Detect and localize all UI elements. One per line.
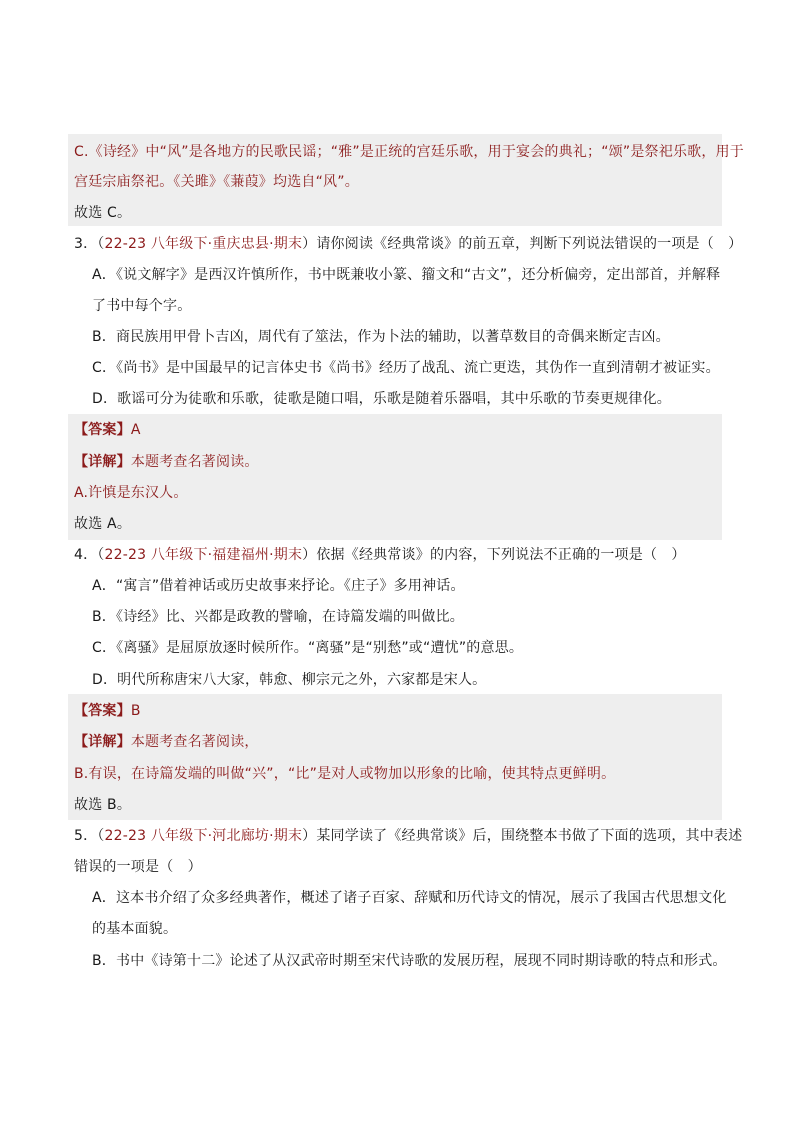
q5-stem-line1: [74, 826, 742, 846]
q3-option-c: C．《尚书》是中国最早的记言体史书《尚书》经历了战乱、流亡更迭，其伪作一直到清朝才被证实。: [92, 360, 720, 376]
q5-option-a-line1: A．这本书介绍了众多经典著作，概述了诸子百家、辞赋和历代诗文的情况，展示了我国古代思想文化: [92, 890, 727, 906]
q3-choose: 故选 A。: [74, 516, 132, 532]
q3-solution-block: [68, 414, 722, 540]
q4-option-a: A．“寓言”借着神话或历史故事来抒论。《庄子》多用神话。: [92, 578, 465, 594]
q4-option-d: D．明代所称唐宋八大家，韩愈、柳宗元之外，六家都是宋人。: [92, 672, 487, 688]
q3-option-b: B．商民族用甲骨卜吉凶，周代有了筮法，作为卜法的辅助，以蓍草数目的奇偶来断定吉凶。: [92, 329, 670, 345]
q4-stem-text: ）依据《经典常谈》的内容，下列说法不正确的一项是（ ）: [302, 547, 686, 563]
q3-detail-text: 本题考查名著阅读。: [130, 454, 259, 470]
q5-stem-text: ）某同学读了《经典常谈》后，围绕整本书做了下面的选项，其中表述: [302, 828, 743, 844]
q3-answer: [74, 420, 141, 440]
q4-number: 4．（: [74, 547, 105, 563]
q3-source: 22-23 八年级下·重庆忠县·期末: [104, 236, 303, 252]
q4-detail-text: 本题考查名著阅读，: [130, 734, 259, 750]
q4-stem: [74, 545, 686, 565]
prev-choose: 故选 C。: [74, 205, 132, 221]
q5-number: 5．（: [74, 828, 105, 844]
q3-answer-tag: 【答案】: [74, 422, 131, 438]
q4-answer-value: B: [130, 703, 141, 719]
q4-source: 22-23 八年级下·福建福州·期末: [104, 547, 303, 563]
q3-detail-tag: 【详解】: [74, 454, 131, 470]
q3-analysis: A.许慎是东汉人。: [74, 485, 188, 501]
q3-option-d: D．歌谣可分为徒歌和乐歌，徒歌是随口唱，乐歌是随着乐器唱，其中乐歌的节奏更规律化。: [92, 391, 671, 407]
q5-source: 22-23 八年级下·河北廊坊·期末: [104, 828, 303, 844]
q4-detail: [74, 732, 259, 752]
q4-choose: 故选 B。: [74, 797, 132, 813]
q5-stem-line2: 错误的一项是（ ）: [74, 859, 202, 875]
q3-number: 3．（: [74, 236, 105, 252]
q4-analysis: B.有误，在诗篇发端的叫做“兴”，“比”是对人或物加以形象的比喻，使其特点更鲜明。: [74, 766, 616, 782]
q4-option-b: B．《诗经》比、兴都是政教的譬喻，在诗篇发端的叫做比。: [92, 609, 465, 625]
prev-analysis-line1: C.《诗经》中“风”是各地方的民歌民谣；“雅”是正统的宫廷乐歌，用于宴会的典礼；“颂”是祭祀乐歌，用于: [74, 144, 744, 160]
q4-answer: [74, 701, 141, 721]
q4-solution-block: [68, 694, 722, 820]
q3-detail: [74, 452, 259, 472]
q3-option-a-line1: A．《说文解字》是西汉许慎所作，书中既兼收小篆、籀文和“古文”，还分析偏旁，定出部首，并解释: [92, 267, 721, 283]
q4-option-c: C．《离骚》是屈原放逐时候所作。“离骚”是“别愁”或“遭忧”的意思。: [92, 640, 524, 656]
prev-analysis-line2: 宫廷宗庙祭祀。《关雎》《蒹葭》均选自“风”。: [74, 174, 359, 190]
q4-answer-tag: 【答案】: [74, 703, 131, 719]
q3-answer-value: A: [130, 422, 141, 438]
q5-option-b: B．书中《诗第十二》论述了从汉武帝时期至宋代诗歌的发展历程，展现不同时期诗歌的特点和形式。: [92, 953, 727, 969]
q3-stem: [74, 234, 742, 254]
q3-option-a-line2: 了书中每个字。: [92, 298, 192, 314]
q3-stem-text: ）请你阅读《经典常谈》的前五章，判断下列说法错误的一项是（ ）: [302, 236, 743, 252]
q5-option-a-line2: 的基本面貌。: [92, 921, 178, 937]
q4-detail-tag: 【详解】: [74, 734, 131, 750]
